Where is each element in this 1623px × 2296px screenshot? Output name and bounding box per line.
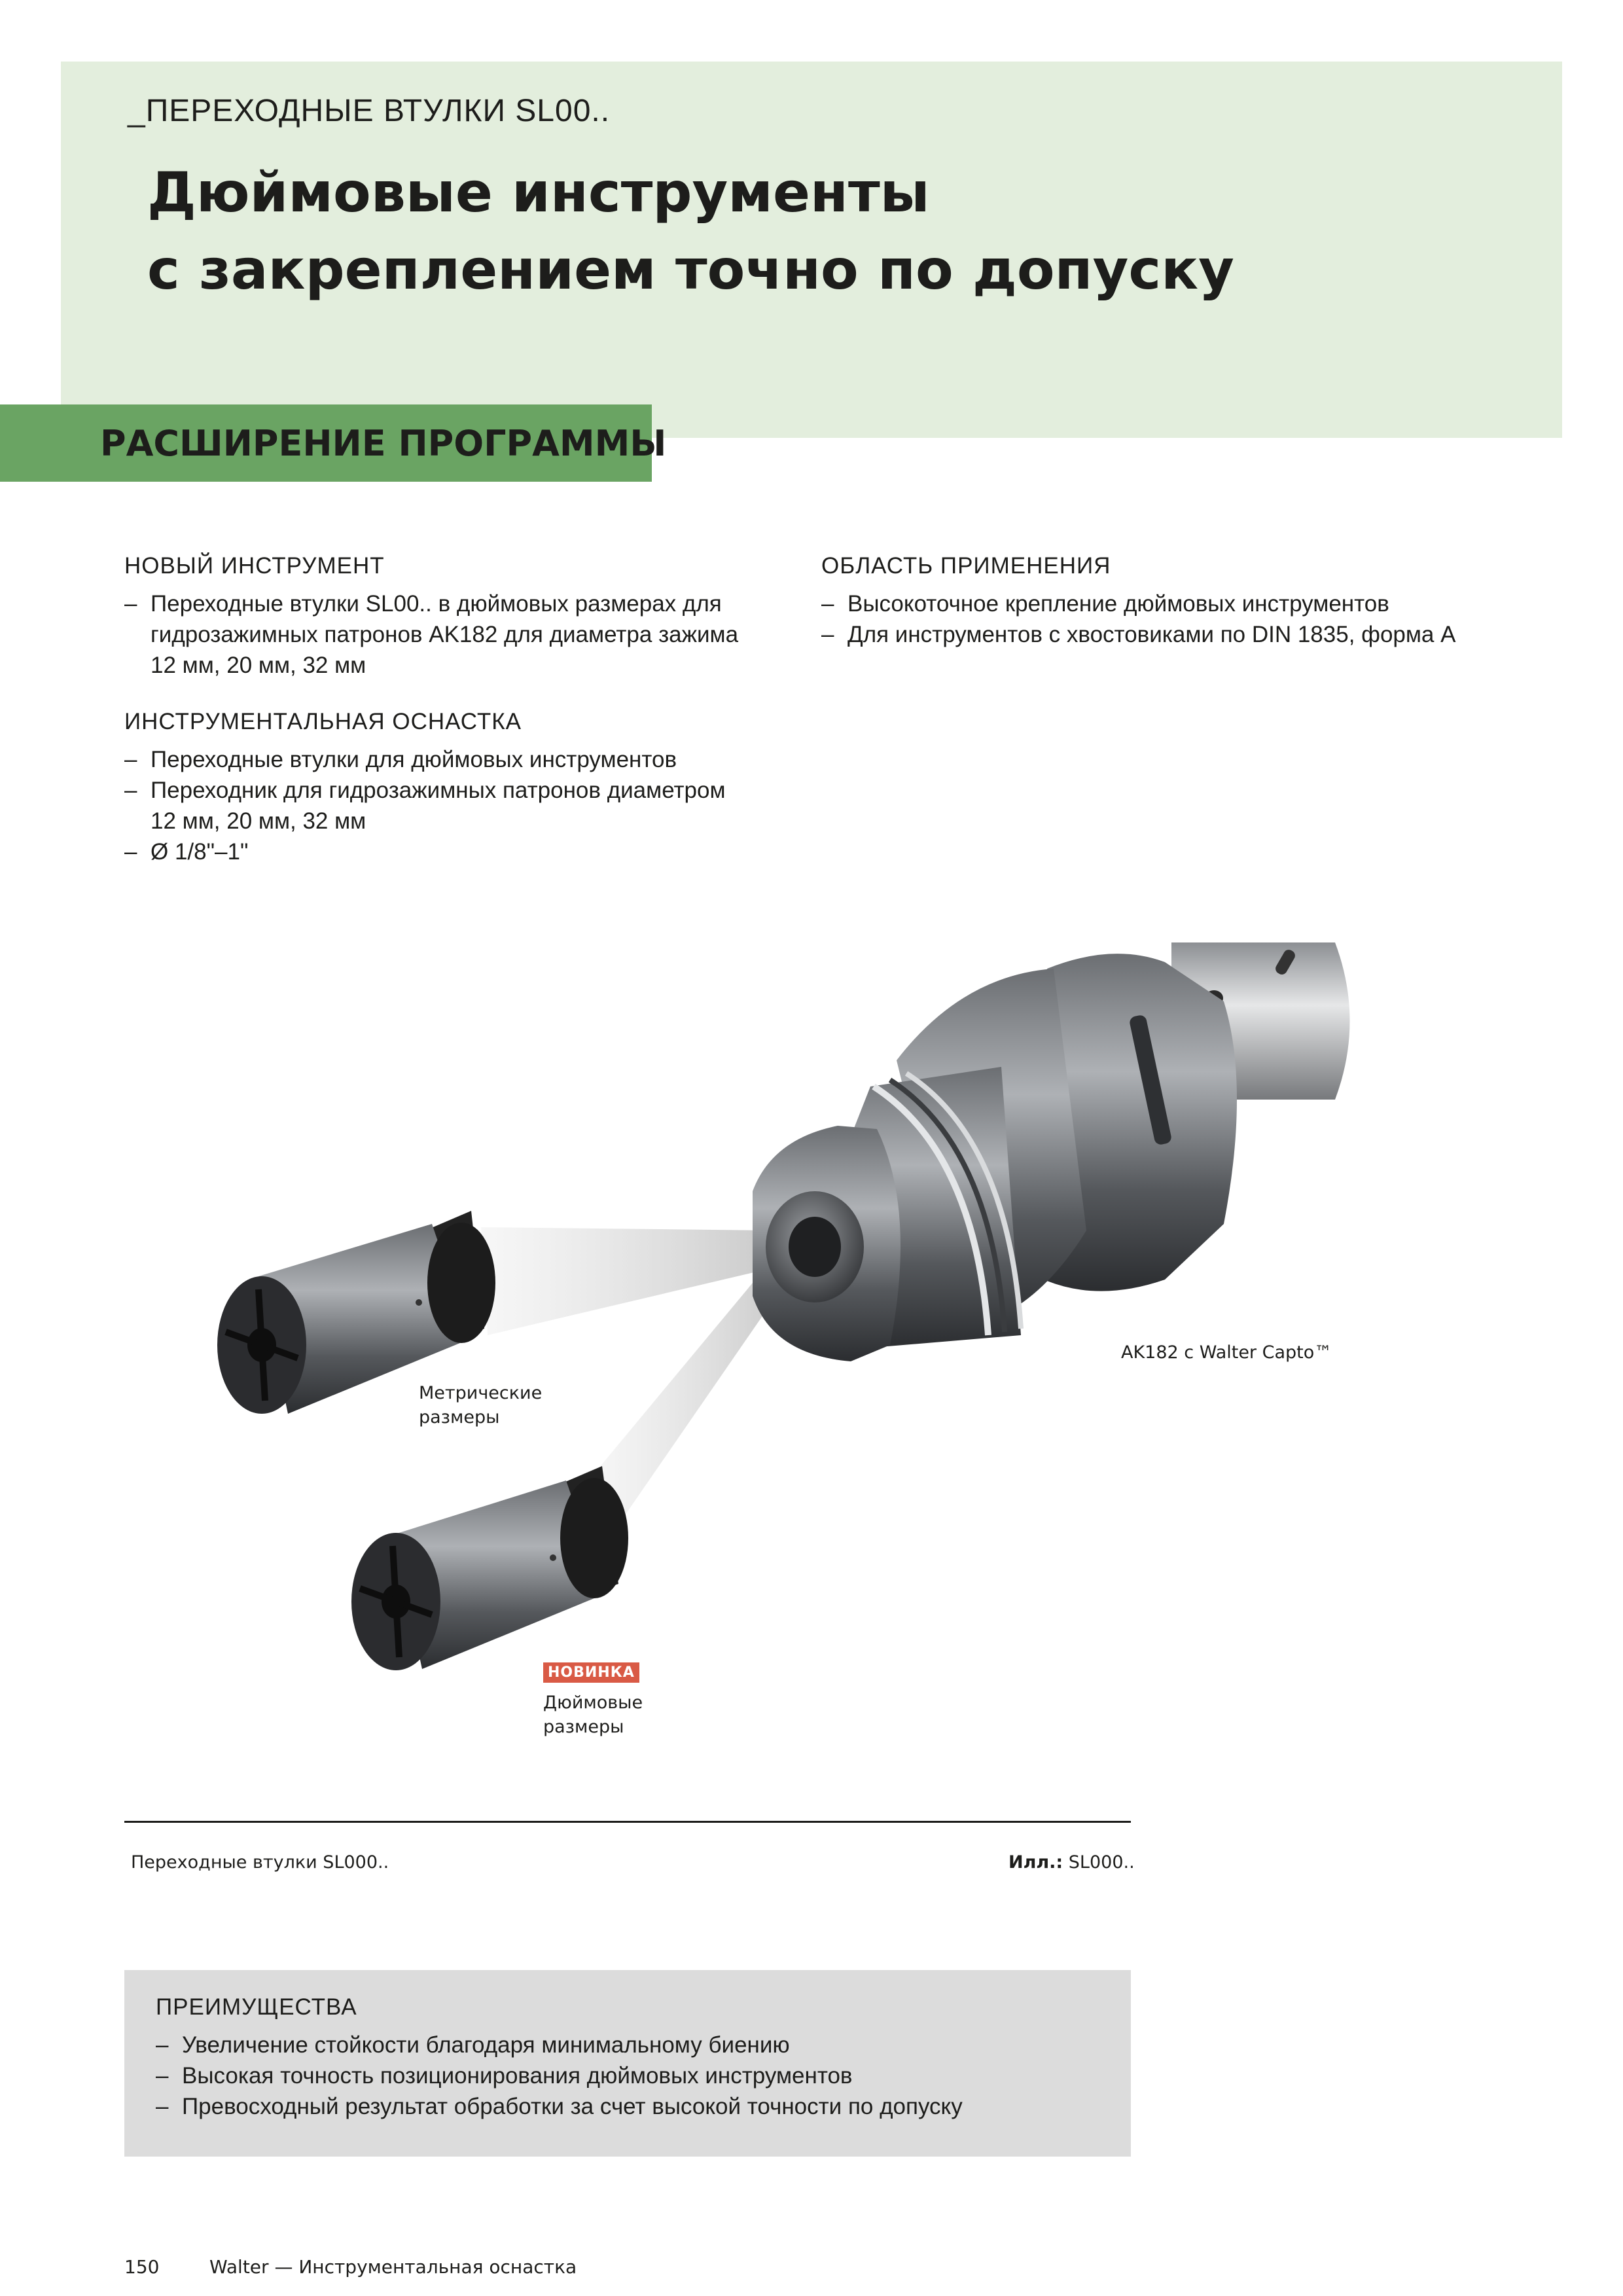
footer-brand: Walter — Инструментальная оснастка — [209, 2256, 577, 2278]
list-item: – Увеличение стойкости благодаря минимальному биению — [156, 2030, 1105, 2060]
metric-label-line-2: размеры — [419, 1407, 500, 1427]
figure-divider — [124, 1821, 1131, 1823]
metric-label — [419, 1381, 542, 1429]
tooling-heading: ИНСТРУМЕНТАЛЬНАЯ ОСНАСТКА — [124, 709, 522, 734]
list-item: – Высокоточное крепление дюймовых инструментов — [821, 588, 1541, 619]
title-line-2: с закреплением точно по допуску — [147, 238, 1234, 302]
program-extension-label: РАСШИРЕНИЕ ПРОГРАММЫ — [100, 423, 667, 464]
inch-sleeve — [351, 1466, 628, 1670]
application-heading: ОБЛАСТЬ ПРИМЕНЕНИЯ — [821, 553, 1111, 579]
list-item: – Переходные втулки для дюймовых инструментов — [124, 744, 753, 775]
list-item: – Для инструментов с хвостовиками по DIN 1835, форма А — [821, 619, 1541, 650]
holder-label: AK182 с Walter Capto™ — [1121, 1342, 1332, 1363]
section-kicker: _ПЕРЕХОДНЫЕ ВТУЛКИ SL00.. — [128, 94, 611, 128]
advantages-heading: ПРЕИМУЩЕСТВА — [156, 1994, 357, 2020]
new-tool-heading: НОВЫЙ ИНСТРУМЕНТ — [124, 553, 385, 579]
title-line-1: Дюймовые инструменты — [147, 160, 930, 224]
figure-caption: Переходные втулки SL000.. — [131, 1852, 389, 1873]
advantages-section — [156, 1994, 1105, 2122]
inch-label-line-2: размеры — [543, 1717, 624, 1737]
new-badge: НОВИНКА — [543, 1662, 639, 1683]
illustration-ref-label: Илл.: — [1008, 1852, 1063, 1873]
illustration-ref — [1008, 1852, 1135, 1873]
illustration-ref-value: SL000.. — [1063, 1852, 1135, 1873]
list-item: – Ø 1/8"–1" — [124, 836, 753, 867]
ak182-holder — [753, 954, 1237, 1361]
inch-label-line-1: Дюймовые — [543, 1693, 643, 1713]
list-item: – Высокая точность позиционирования дюймовых инструментов — [156, 2060, 1105, 2091]
list-item: – Переходные втулки SL00.. в дюймовых размерах для гидрозажимных патронов AK182 для диаметра зажима 12 мм, 20 мм, 32 мм — [124, 588, 753, 681]
list-item: – Превосходный результат обработки за счет высокой точности по допуску — [156, 2091, 1105, 2122]
metric-label-line-1: Метрические — [419, 1383, 543, 1403]
page-number: 150 — [124, 2256, 160, 2278]
inch-label — [543, 1691, 643, 1739]
list-item: – Переходник для гидрозажимных патронов диаметром 12 мм, 20 мм, 32 мм — [124, 775, 753, 836]
